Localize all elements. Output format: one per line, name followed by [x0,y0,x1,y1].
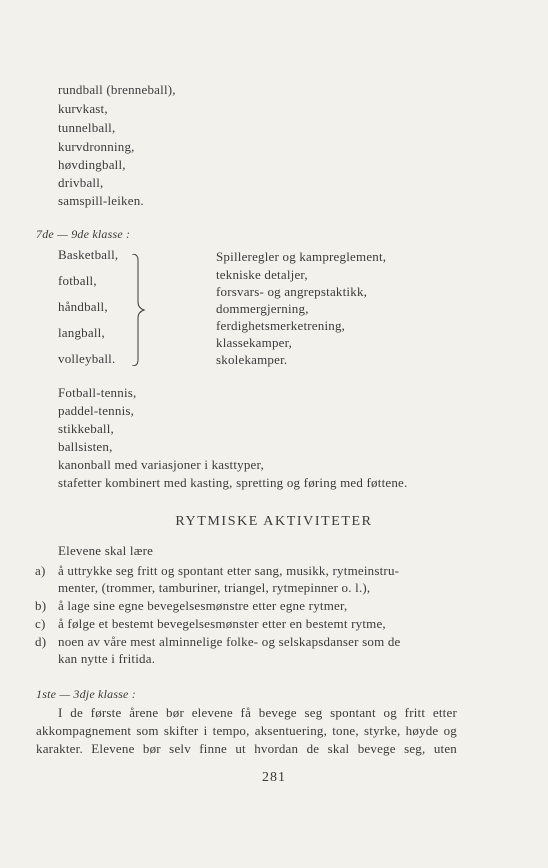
paragraph-line: I de første årene bør elevene få bevege seg spontant og fritt etter [58,705,457,720]
sport-item: langball, [58,325,105,340]
item-text: noen av våre mest alminnelige folke- og selskapsdanser som de [58,634,401,649]
topic-item: dommergjerning, [216,301,309,316]
list-item: kanonball med variasjoner i kasttyper, [58,457,264,472]
list-item: paddel-tennis, [58,403,135,418]
section-heading: RYTMISKE AKTIVITETER [175,514,373,529]
intro-text: Elevene skal lære [58,543,154,558]
curly-brace [128,254,148,366]
list-item: drivball, [58,175,104,190]
item-marker: b) [35,598,47,613]
list-item: rundball (brenneball), [58,82,176,97]
item-text: å uttrykke seg fritt og spontant etter sang, musikk, rytmeinstru- [58,563,400,578]
section-label: 7de — 9de klasse : [36,227,131,241]
list-item: Fotball-tennis, [58,385,137,400]
list-item: stikkeball, [58,421,114,436]
list-item: samspill-leiken. [58,193,144,208]
topic-item: ferdighetsmerketrening, [216,318,346,333]
list-item: tunnelball, [58,120,116,135]
topic-item: skolekamper. [216,352,288,367]
topic-item: Spilleregler og kampreglement, [216,249,387,264]
section-label: 1ste — 3dje klasse : [36,687,136,701]
item-text: kan nytte i fritida. [58,651,156,666]
list-item: kurvkast, [58,101,108,116]
list-item: ballsisten, [58,439,113,454]
sport-item: fotball, [58,273,97,288]
item-text: å lage sine egne bevegelsesmønstre etter egne rytmer, [58,598,348,613]
item-marker: a) [35,563,46,578]
paragraph-line: karakter. Elevene bør selv finne ut hvordan de skal bevege seg, uten [36,741,457,756]
item-text: menter, (trommer, tamburiner, triangel, rytmepinner o. l.), [58,580,371,595]
topic-item: forsvars- og angrepstaktikk, [216,284,368,299]
item-marker: d) [35,634,47,649]
sport-item: Basketball, [58,247,119,262]
list-item: høvdingball, [58,157,126,172]
list-item: stafetter kombinert med kasting, spretting og føring med føttene. [58,475,408,490]
sport-item: volleyball. [58,351,116,366]
item-text: å følge et bestemt bevegelsesmønster etter en bestemt rytme, [58,616,386,631]
topic-item: tekniske detaljer, [216,267,308,282]
topic-item: klassekamper, [216,335,293,350]
paragraph-line: akkompagnement som skifter i tempo, aksentuering, tone, styrke, høyde og [36,723,457,738]
list-item: kurvdronning, [58,139,135,154]
item-marker: c) [35,616,46,631]
page-number: 281 [262,770,286,785]
sport-item: håndball, [58,299,108,314]
